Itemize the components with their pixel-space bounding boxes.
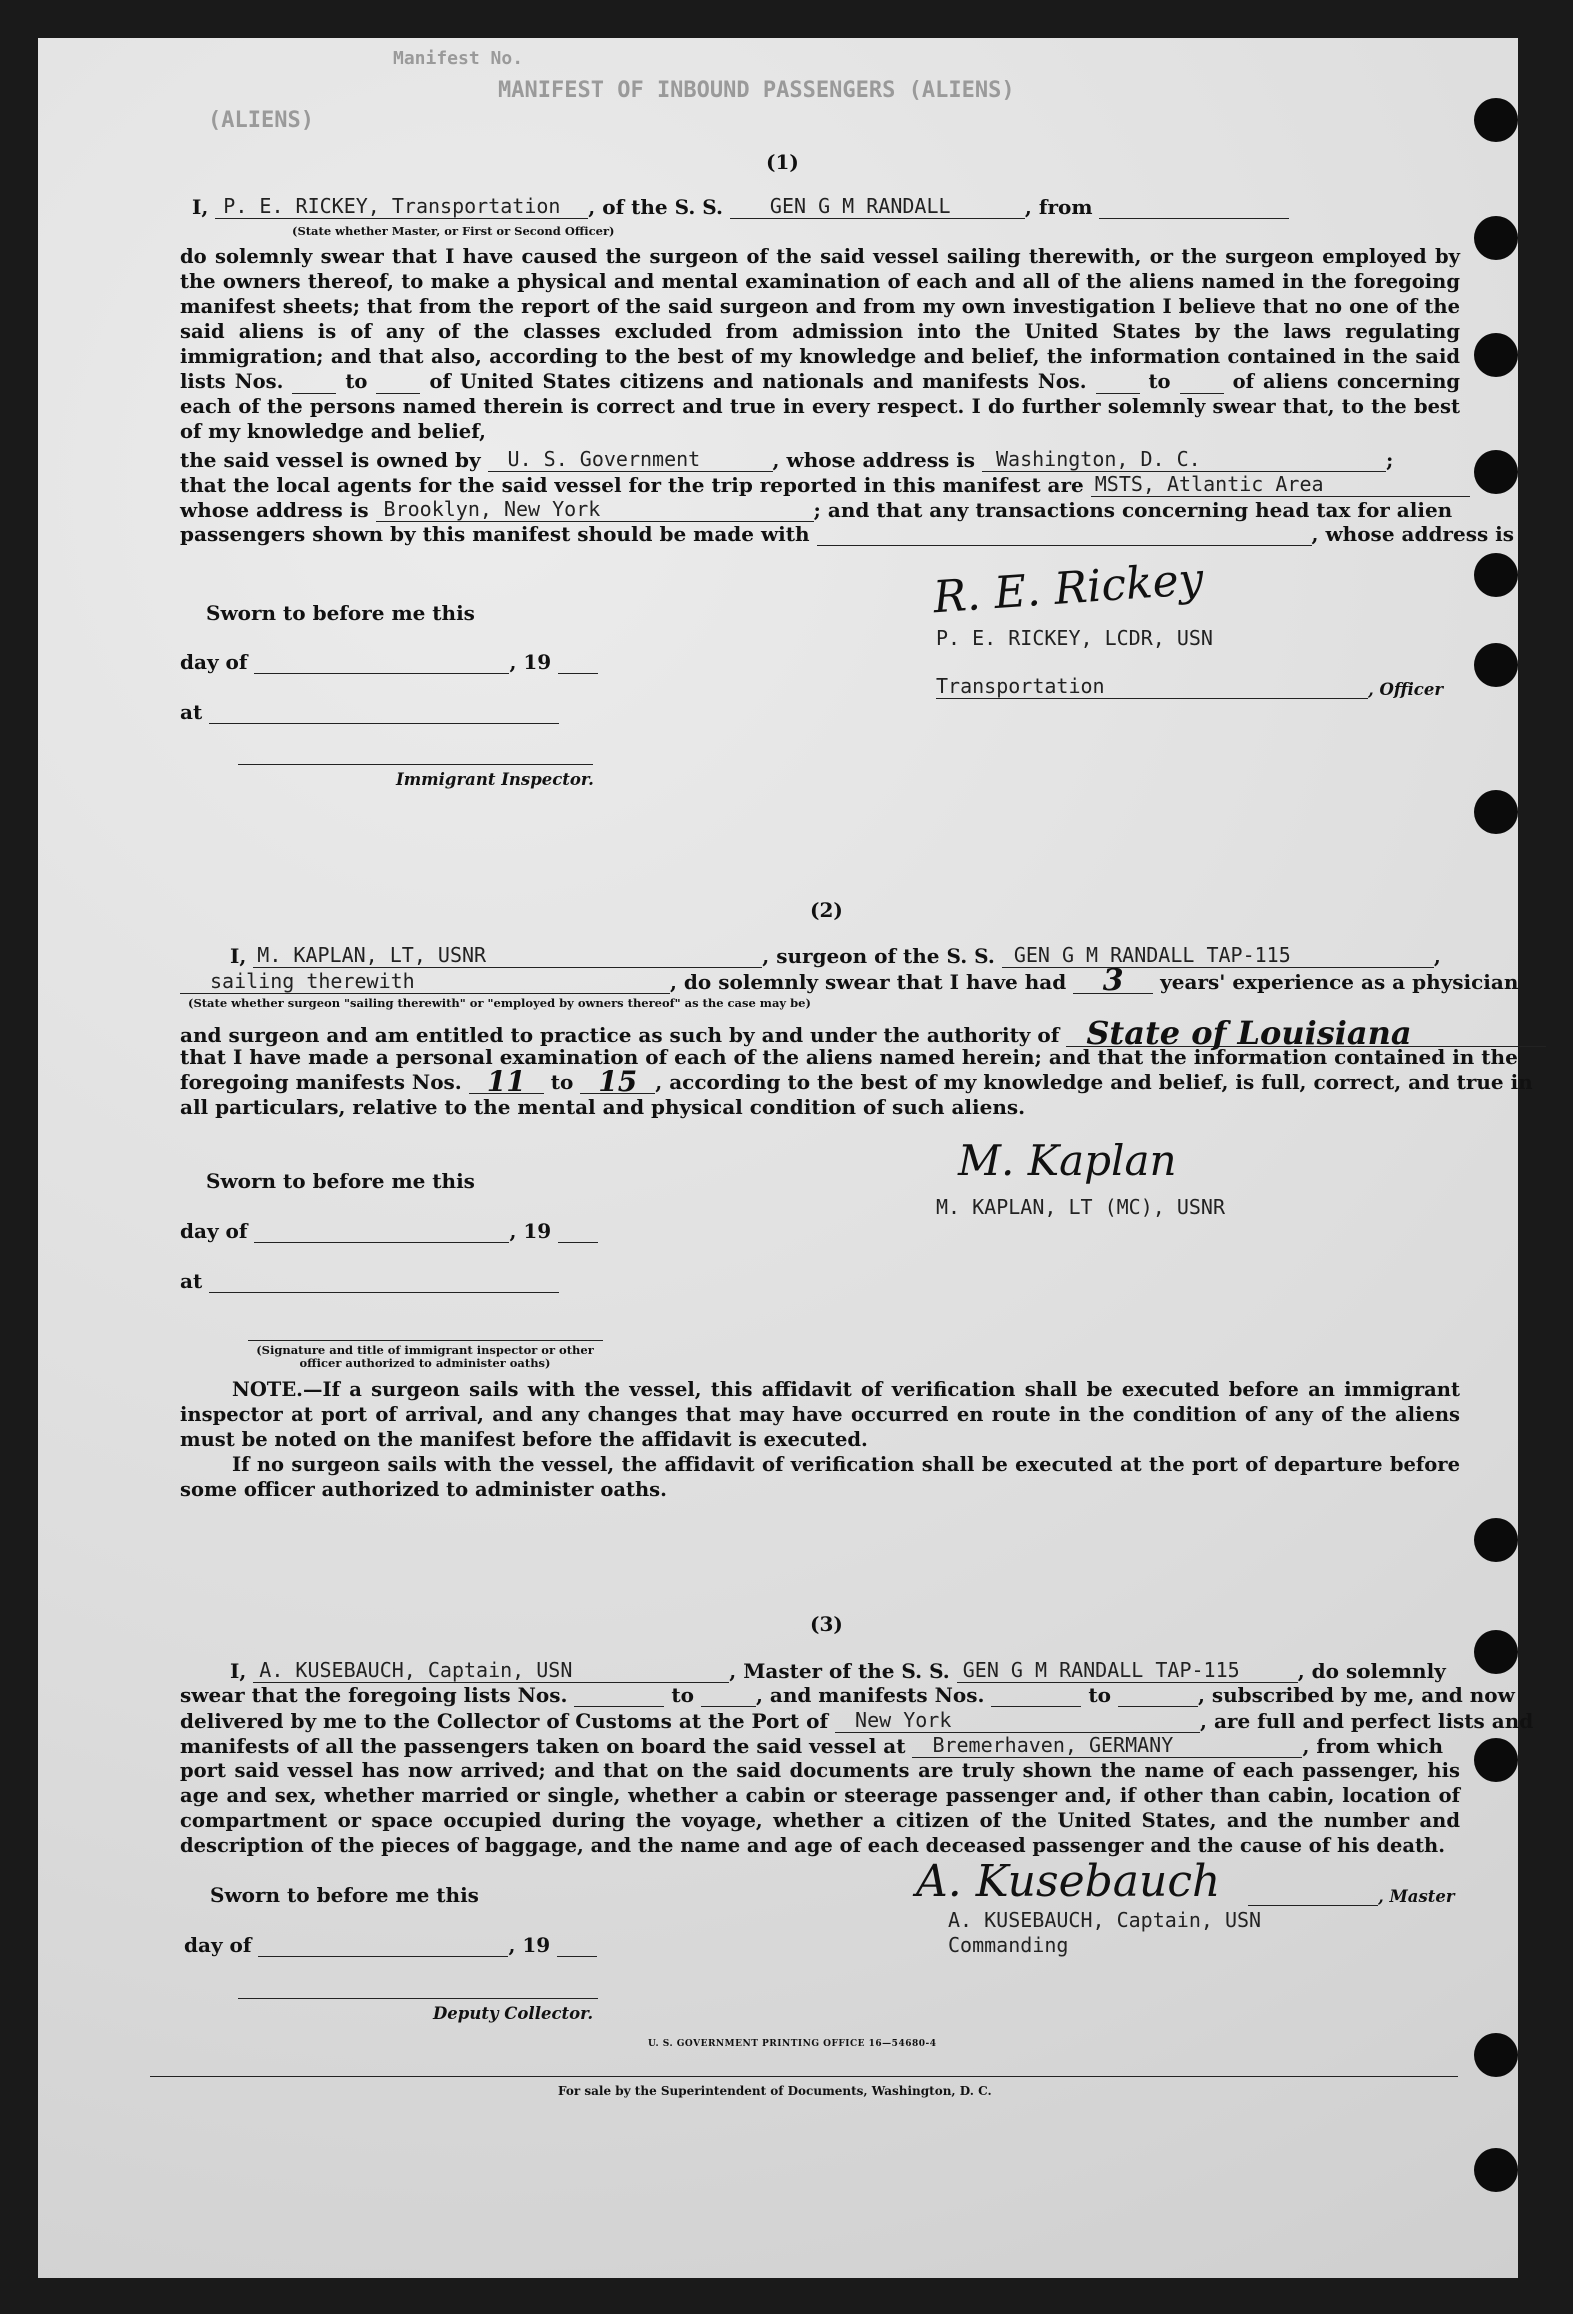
deputy-collector-label: Deputy Collector.: [433, 2004, 594, 2023]
agent-address-line: whose address is Brooklyn, New York ; and that any transactions concerning head tax for alien: [180, 497, 1453, 522]
agent-address-field[interactable]: Brooklyn, New York: [376, 497, 814, 522]
manifests-to-field[interactable]: [1180, 375, 1224, 394]
master-title-field[interactable]: [1248, 1883, 1378, 1906]
master-vessel-field[interactable]: GEN G M RANDALL TAP-115: [957, 1658, 1298, 1683]
day-of-line: day of , 19: [180, 650, 598, 674]
master-line: I, A. KUSEBAUCH, Captain, USN , Master of the S. S. GEN G M RANDALL TAP-115 , do solemnly: [230, 1658, 1446, 1683]
lists-from-field[interactable]: [292, 375, 336, 394]
surgeon-vessel-field[interactable]: GEN G M RANDALL TAP-115: [1002, 943, 1434, 968]
particulars-line: all particulars, relative to the mental and physical condition of such aliens.: [180, 1095, 1026, 1119]
surgeon-field[interactable]: M. KAPLAN, LT, USNR: [253, 943, 762, 968]
manifests-to-field[interactable]: [1118, 1684, 1198, 1707]
at-field[interactable]: [209, 1270, 559, 1293]
punch-hole: [1474, 333, 1518, 377]
inspector-signature-line: [238, 764, 593, 765]
punch-hole: [1474, 553, 1518, 597]
section-2-number: (2): [810, 898, 843, 922]
surgeon-signature: M. Kaplan: [958, 1136, 1177, 1185]
year-field[interactable]: [558, 651, 598, 674]
master-field[interactable]: A. KUSEBAUCH, Captain, USN: [253, 1658, 729, 1683]
section-1-number: (1): [766, 150, 799, 174]
signature-title-note: (Signature and title of immigrant inspector or other officer authorized to administer oaths): [256, 1343, 594, 1370]
boarding-port-line: manifests of all the passengers taken on board the said vessel at Bremerhaven, GERMANY , from which: [180, 1733, 1444, 1758]
footer-rule: [150, 2076, 1458, 2077]
agents-field[interactable]: MSTS, Atlantic Area: [1091, 472, 1470, 497]
punch-hole: [1474, 1518, 1518, 1562]
officer-title-field[interactable]: Transportation: [936, 674, 1368, 699]
lists-to-field[interactable]: [376, 375, 420, 394]
manifests-nos-line: foregoing manifests Nos. 11 to 15 , according to the best of my knowledge and belief, is full, correct, and true in: [180, 1065, 1533, 1098]
punch-hole: [1474, 643, 1518, 687]
punch-hole: [1474, 1630, 1518, 1674]
section-3-number: (3): [810, 1612, 843, 1636]
from-field[interactable]: [1099, 196, 1289, 219]
port-field[interactable]: New York: [835, 1708, 1200, 1733]
officer-signature: R. E. Rickey: [931, 553, 1206, 624]
bleed-through-header: Manifest No.: [393, 48, 524, 69]
head-tax-field[interactable]: [817, 523, 1312, 546]
punch-hole: [1474, 1738, 1518, 1782]
surgeon-signature-typed: M. KAPLAN, LT (MC), USNR: [936, 1195, 1225, 1219]
day-of-field[interactable]: [258, 1934, 508, 1957]
officer-field[interactable]: P. E. RICKEY, Transportation: [215, 194, 588, 219]
manifest-to-field[interactable]: 15: [580, 1071, 655, 1094]
punch-hole: [1474, 98, 1518, 142]
owner-line: the said vessel is owned by U. S. Government , whose address is Washington, D. C. ;: [180, 447, 1394, 472]
day-of-field[interactable]: [254, 651, 509, 674]
bleed-through-header: MANIFEST OF INBOUND PASSENGERS (ALIENS): [498, 78, 1015, 103]
officer-state-note: (State whether Master, or First or Second Officer): [292, 224, 615, 238]
sworn-label: Sworn to before me this: [210, 1883, 479, 1907]
sale-notice: For sale by the Superintendent of Documents, Washington, D. C.: [558, 2084, 992, 2098]
manifest-affidavit-page: [38, 38, 1534, 2278]
head-tax-line: passengers shown by this manifest should be made with , whose address is: [180, 522, 1515, 546]
section-1-opening-line: [192, 194, 1289, 219]
lists-from-field[interactable]: [574, 1684, 664, 1707]
officer-title-line: Transportation , Officer: [936, 674, 1444, 699]
punch-hole: [1474, 2148, 1518, 2192]
of-the-ss-label: , of the S. S.: [588, 195, 723, 219]
day-of-line: day of , 19: [180, 1219, 598, 1243]
owner-address-field[interactable]: Washington, D. C.: [982, 447, 1386, 472]
lists-nos-line: swear that the foregoing lists Nos. to , and manifests Nos. to , subscribed by me, and now: [180, 1683, 1515, 1707]
i-label: I,: [192, 195, 209, 219]
deputy-signature-line: [238, 1998, 598, 1999]
sworn-label: Sworn to before me this: [206, 1169, 475, 1193]
vessel-field[interactable]: GEN G M RANDALL: [730, 194, 1025, 219]
section-1-oath-text: do solemnly swear that I have caused the surgeon of the said vessel sailing therewith, or the surgeon employed by the owners thereof, to make a physical and mental examination of each and all of the aliens named in the foregoing manifest sheets; that from the report of the said surgeon and from my own investigation I believe that no one of the said aliens is of any of the classes excluded from admission into the United States by the laws regulating immigration; and that also, according to the best of my knowledge and belief, the information contained in the said lists Nos. to of United States citizens and nationals and manifests Nos. to of aliens concerning each of the persons named therein is correct and true in every respect. I do further solemnly swear that, to the best of my knowledge and belief,: [180, 245, 1461, 443]
manifest-from-field[interactable]: 11: [469, 1071, 544, 1094]
punch-hole: [1474, 2033, 1518, 2077]
surgeon-note-2: If no surgeon sails with the vessel, the affidavit of verification shall be executed at the port of departure before some officer authorized to administer oaths.: [180, 1453, 1460, 1501]
year-field[interactable]: [557, 1934, 597, 1957]
from-label: , from: [1024, 195, 1093, 219]
punch-hole: [1474, 216, 1518, 260]
authority-field[interactable]: State of Louisiana: [1066, 1020, 1546, 1047]
master-oath-text: port said vessel has now arrived; and that on the said documents are truly shown the name of each passenger, his age and sex, whether married or single, whether a cabin or steerage passenger and, if other than cabin, location of compartment or space occupied during the voyage, whether a citizen of the United States, and the number and description of the pieces of baggage, and the name and age of each deceased passenger and the cause of his death.: [180, 1759, 1460, 1857]
surgeon-line: I, M. KAPLAN, LT, USNR , surgeon of the S. S. GEN G M RANDALL TAP-115 ,: [230, 943, 1441, 968]
bleed-through-header: (ALIENS): [208, 108, 314, 133]
years-field[interactable]: 3: [1073, 969, 1153, 994]
sailing-line: sailing therewith , do solemnly swear that I have had 3 years' experience as a physician: [180, 969, 1518, 994]
at-line: at: [180, 1269, 559, 1293]
personal-examination-line: that I have made a personal examination of each of the aliens named herein; and that the information contained in the: [180, 1045, 1518, 1069]
lists-to-field[interactable]: [701, 1684, 756, 1707]
day-of-field[interactable]: [254, 1220, 509, 1243]
gpo-imprint: U. S. GOVERNMENT PRINTING OFFICE 16—54680-4: [648, 2039, 937, 2049]
surgeon-note: NOTE.—If a surgeon sails with the vessel, this affidavit of verification shall be executed before an immigrant inspector at port of arrival, and any changes that may have occurred en route in the condition of any of the aliens must be noted on the manifest before the affidavit is executed.: [180, 1378, 1460, 1451]
owner-field[interactable]: U. S. Government: [488, 447, 773, 472]
surgeon-state-note: (State whether surgeon "sailing therewith" or "employed by owners thereof" as the case may be): [188, 996, 811, 1010]
sailing-field[interactable]: sailing therewith: [180, 969, 670, 994]
officer-signature-typed: P. E. RICKEY, LCDR, USN: [936, 626, 1213, 650]
commanding-typed: Commanding: [948, 1933, 1069, 1957]
punch-hole: [1474, 790, 1518, 834]
master-signature-typed: A. KUSEBAUCH, Captain, USN: [948, 1908, 1262, 1932]
agents-line: that the local agents for the said vessel for the trip reported in this manifest are MSTS, Atlantic Area: [180, 472, 1470, 497]
inspector-label: Immigrant Inspector.: [396, 770, 594, 789]
year-field[interactable]: [558, 1220, 598, 1243]
sworn-label: Sworn to before me this: [206, 601, 475, 625]
officer-signature-line: [248, 1340, 603, 1341]
manifests-from-field[interactable]: [991, 1684, 1081, 1707]
manifests-from-field[interactable]: [1096, 375, 1140, 394]
at-field[interactable]: [209, 701, 559, 724]
master-title-line: , Master: [1248, 1883, 1455, 1906]
at-line: at: [180, 700, 559, 724]
authority-line: and surgeon and am entitled to practice as such by and under the authority of State of Louisiana: [180, 1020, 1546, 1047]
day-of-line: day of , 19: [184, 1933, 597, 1957]
master-signature: A. Kusebauch: [916, 1856, 1221, 1907]
boarding-port-field[interactable]: Bremerhaven, GERMANY: [912, 1733, 1302, 1758]
punch-hole: [1474, 450, 1518, 494]
port-line: delivered by me to the Collector of Customs at the Port of New York , are full and perfect lists and: [180, 1708, 1534, 1733]
